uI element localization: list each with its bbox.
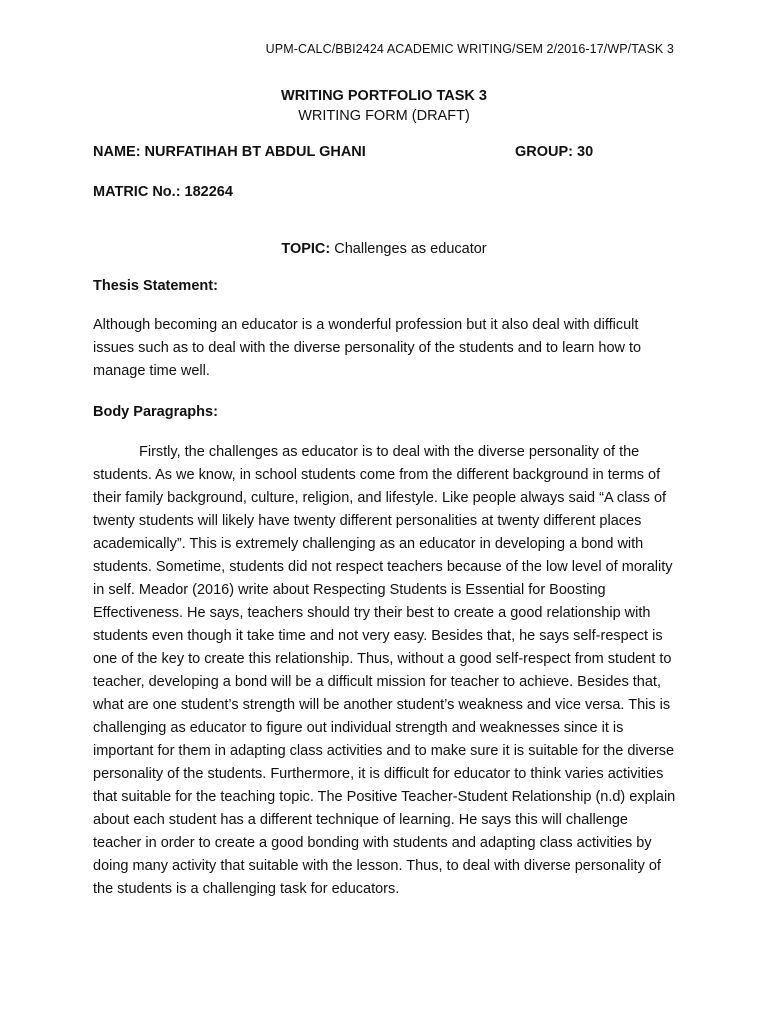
document-title: WRITING PORTFOLIO TASK 3 (281, 88, 487, 104)
topic-label: TOPIC: (281, 241, 331, 257)
topic-line (0, 241, 768, 257)
student-name: NAME: NURFATIHAH BT ABDUL GHANI (93, 144, 366, 160)
group-number: GROUP: 30 (515, 144, 594, 160)
document-subtitle: WRITING FORM (DRAFT) (298, 108, 470, 124)
body-heading: Body Paragraphs: (93, 404, 218, 420)
title-block (0, 86, 768, 126)
name-group-row (93, 144, 675, 160)
body-paragraph: Firstly, the challenges as educator is to deal with the diverse personality of the students. As we know, in school students come from the different background in terms of their family background, culture, religion, and lifestyle. Like people always said “A class of twenty students will likely have twenty different personalities at twenty different places academically”. This is extremely challenging as an educator in developing a bond with students. Sometime, students did not respect teachers because of the low level of morality in self. Meador (2016) write about Respecting Students is Essential for Boosting Effectiveness. He says, teachers should try their best to create a good relationship with students even though it take time and not very easy. Besides that, he says self-respect is one of the key to create this relationship. Thus, without a good self-respect from student to teacher, developing a bond will be a difficult mission for teacher to achieve. Besides that, what are one student’s strength will be another student’s weakness and vice versa. This is challenging as educator to figure out individual strength and weaknesses since it is important for them in adapting class activities and to make sure it is suitable for the diverse personality of the students. Furthermore, it is difficult for educator to think varies activities that suitable for the teaching topic. The Positive Teacher-Student Relationship (n.d) explain about each student has a different technique of learning. He says this will challenge teacher in order to create a good bonding with students and adapting class activities by doing many activity that suitable with the lesson. Thus, to deal with diverse personality of the students is a challenging task for educators. (93, 444, 676, 897)
thesis-paragraph: Although becoming an educator is a wonderful profession but it also deal with difficult issues such as to deal with the diverse personality of the students and to learn how to manage time well. (93, 317, 642, 379)
course-header: UPM-CALC/BBI2424 ACADEMIC WRITING/SEM 2/2016-17/WP/TASK 3 (265, 42, 674, 56)
topic-value: Challenges as educator (334, 241, 487, 257)
thesis-heading: Thesis Statement: (93, 278, 218, 294)
matric-number: MATRIC No.: 182264 (93, 184, 233, 200)
